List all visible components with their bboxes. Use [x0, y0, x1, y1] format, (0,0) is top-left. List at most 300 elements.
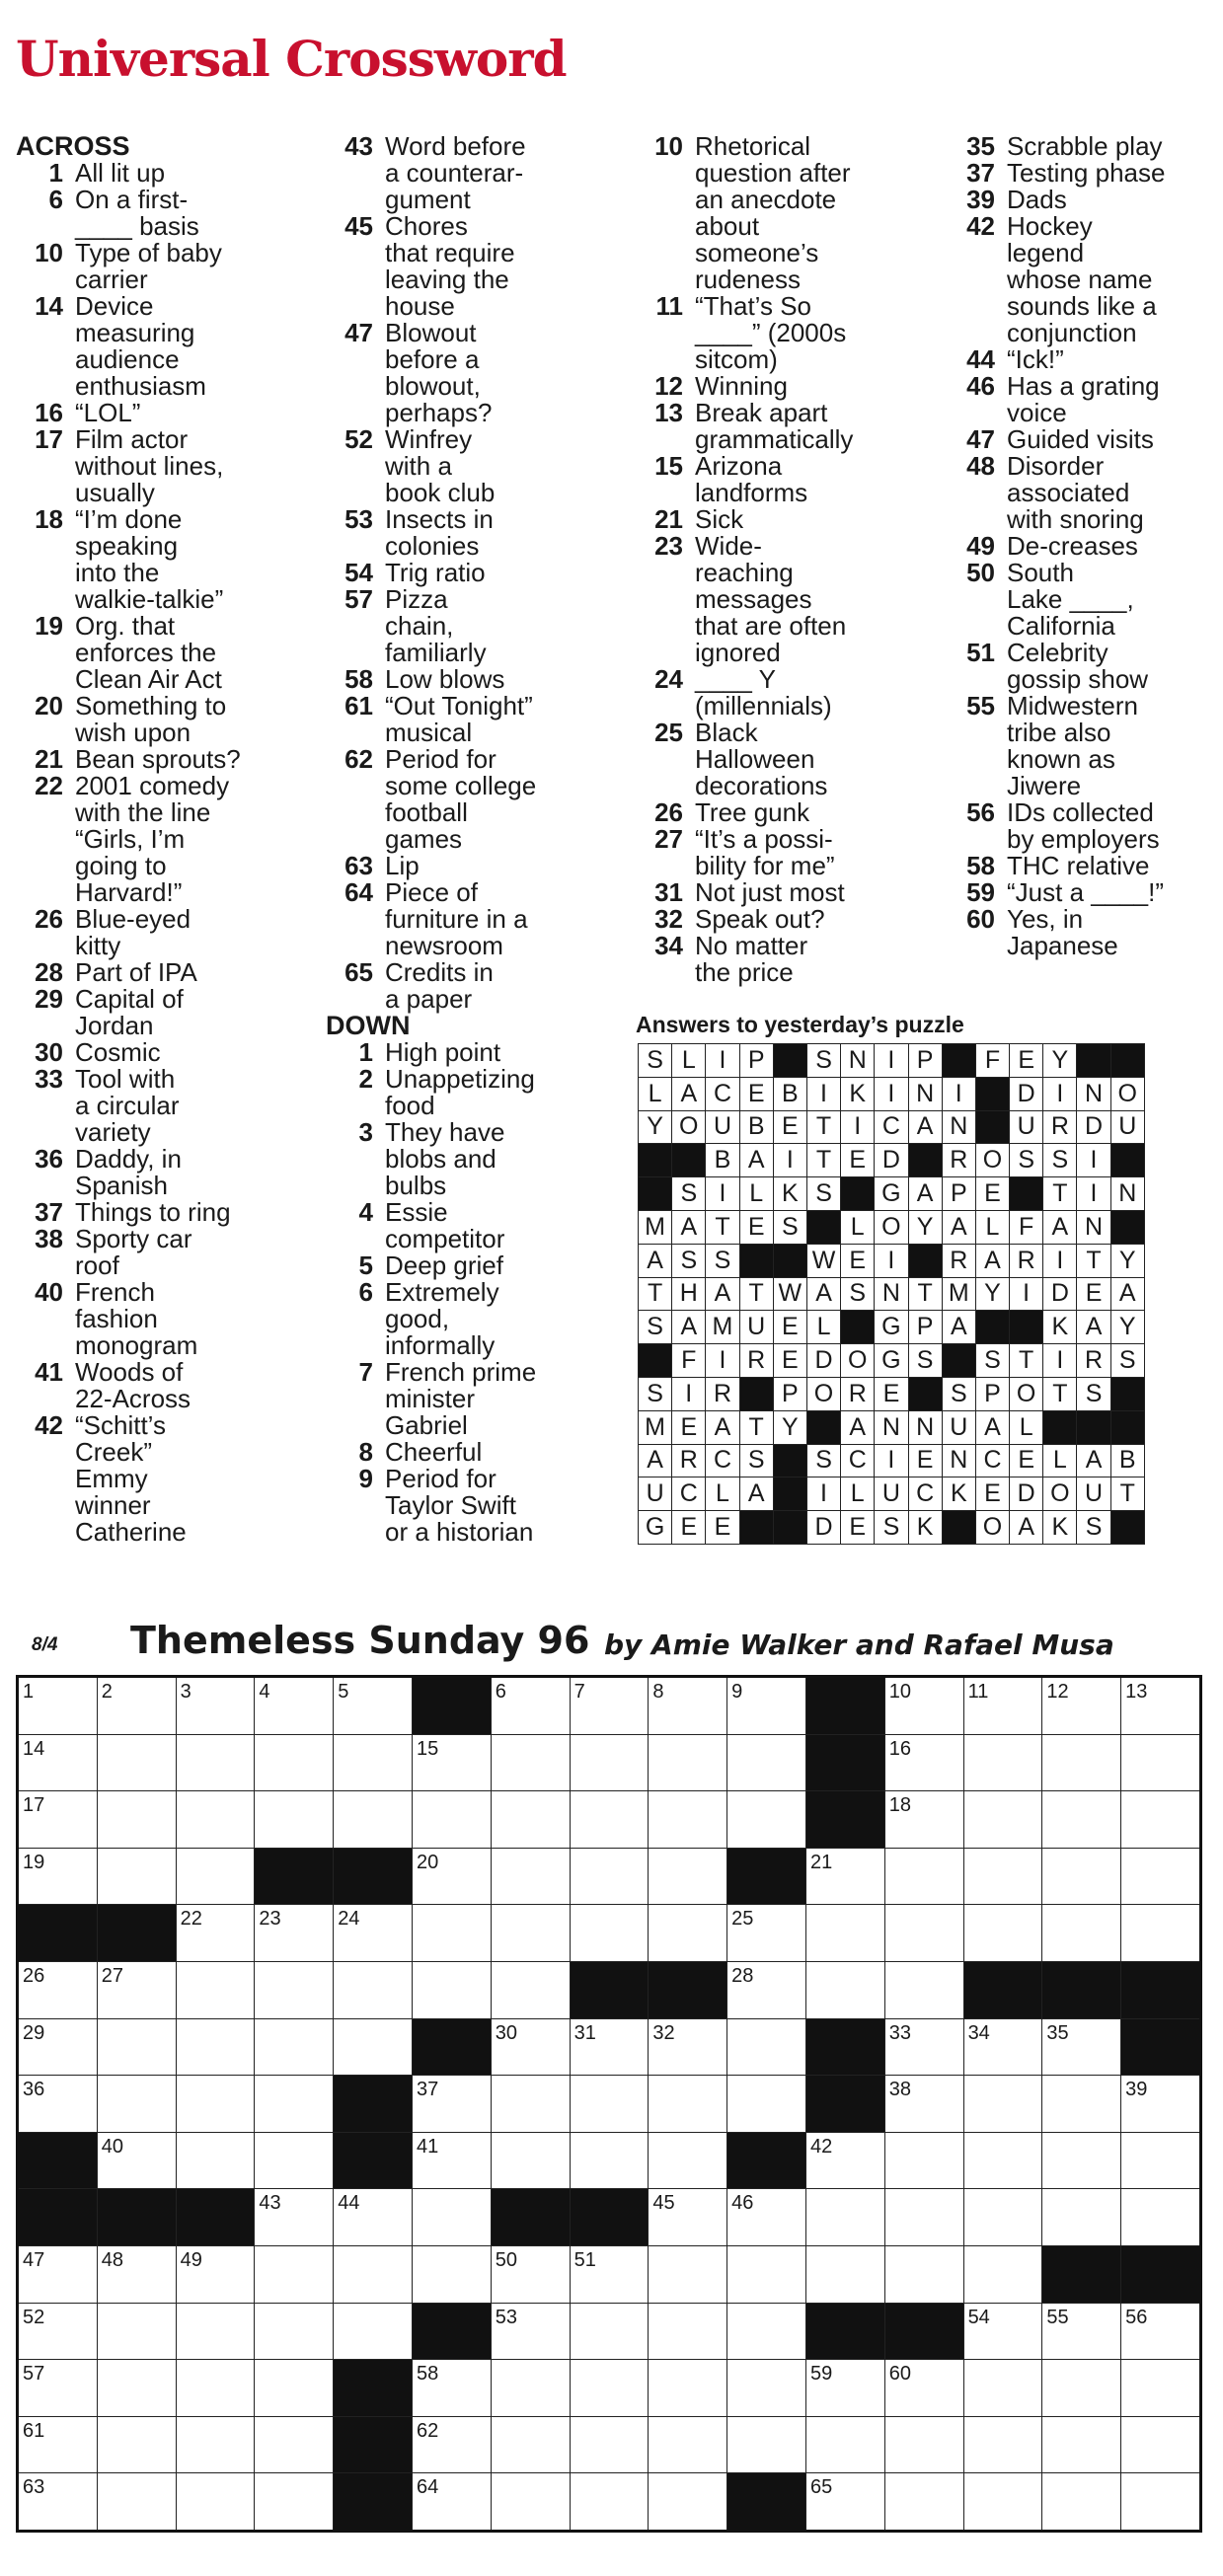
- grid-cell[interactable]: [97, 2018, 176, 2076]
- clue-item: [16, 773, 312, 906]
- grid-cell[interactable]: [727, 2303, 806, 2360]
- grid-cell[interactable]: [805, 2473, 884, 2532]
- answer-black-square: [1110, 1144, 1144, 1177]
- answer-cell: D: [1043, 1277, 1077, 1311]
- grid-cell[interactable]: [97, 1734, 176, 1791]
- grid-cell[interactable]: [963, 1848, 1042, 1905]
- clue-number: 51: [966, 638, 995, 667]
- grid-cell[interactable]: [412, 1791, 491, 1849]
- grid-cell[interactable]: [412, 1961, 491, 2018]
- grid-cell[interactable]: [963, 2018, 1042, 2076]
- grid-cell[interactable]: [491, 2076, 570, 2133]
- grid-cell[interactable]: [176, 2132, 255, 2189]
- grid-cell[interactable]: [570, 2473, 649, 2532]
- grid-cell[interactable]: [884, 1791, 963, 1849]
- grid-cell[interactable]: [1042, 2416, 1121, 2473]
- grid-cell[interactable]: [884, 1848, 963, 1905]
- grid-cell[interactable]: [649, 2245, 727, 2303]
- grid-cell[interactable]: [884, 2132, 963, 2189]
- cell-number: 35: [1046, 2021, 1069, 2044]
- grid-cell[interactable]: [1042, 2303, 1121, 2360]
- grid-cell[interactable]: [176, 1905, 255, 1962]
- cell-number: 36: [23, 2079, 45, 2101]
- cell-number: 4: [259, 1681, 270, 1703]
- grid-cell[interactable]: [176, 1848, 255, 1905]
- grid-cell[interactable]: [649, 2132, 727, 2189]
- clue-item: [326, 1119, 622, 1199]
- answer-cell: U: [875, 1477, 908, 1511]
- answer-cell: E: [672, 1511, 706, 1545]
- answer-cell: N: [875, 1410, 908, 1444]
- grid-cell[interactable]: [491, 1791, 570, 1849]
- answer-black-square: [1010, 1177, 1043, 1211]
- grid-cell[interactable]: [1042, 1905, 1121, 1962]
- cell-number: 22: [180, 1908, 202, 1931]
- answer-row: [639, 1377, 1145, 1410]
- grid-cell[interactable]: [570, 2416, 649, 2473]
- clue-number: 64: [344, 877, 373, 907]
- puzzle-title: Themeless Sunday 96: [130, 1619, 590, 1662]
- answer-cell: P: [975, 1377, 1009, 1410]
- grid-cell[interactable]: [18, 2076, 98, 2133]
- grid-cell[interactable]: [727, 2245, 806, 2303]
- grid-cell[interactable]: [334, 2189, 413, 2246]
- clue-number: 31: [654, 877, 683, 907]
- grid-cell[interactable]: [97, 2245, 176, 2303]
- cell-number: 47: [23, 2248, 45, 2271]
- grid-cell[interactable]: [805, 1848, 884, 1905]
- grid-cell[interactable]: [255, 2416, 334, 2473]
- grid-cell[interactable]: [255, 1961, 334, 2018]
- grid-cell[interactable]: [97, 2360, 176, 2417]
- grid-cell[interactable]: [805, 1905, 884, 1962]
- grid-cell[interactable]: [491, 1848, 570, 1905]
- grid-cell[interactable]: [884, 1961, 963, 2018]
- black-square: [805, 2018, 884, 2076]
- grid-cell[interactable]: [97, 2303, 176, 2360]
- answers-title: Answers to yesterday’s puzzle: [636, 1012, 964, 1037]
- grid-cell[interactable]: [805, 2416, 884, 2473]
- answer-cell: E: [739, 1077, 773, 1110]
- grid-cell[interactable]: [491, 1677, 570, 1735]
- grid-cell[interactable]: [491, 1961, 570, 2018]
- grid-cell[interactable]: [727, 2189, 806, 2246]
- grid-cell[interactable]: [255, 2189, 334, 2246]
- grid-cell[interactable]: [1042, 2189, 1121, 2246]
- cell-number: 43: [259, 2192, 281, 2215]
- clue-item: [326, 560, 622, 586]
- grid-cell[interactable]: [963, 1791, 1042, 1849]
- grid-cell[interactable]: [176, 2416, 255, 2473]
- grid-cell[interactable]: [727, 2416, 806, 2473]
- grid-cell[interactable]: [1121, 1734, 1201, 1791]
- grid-cell[interactable]: [1121, 2076, 1201, 2133]
- answer-cell: O: [806, 1377, 840, 1410]
- grid-cell[interactable]: [649, 1848, 727, 1905]
- grid-cell[interactable]: [1042, 2132, 1121, 2189]
- clue-number: 21: [654, 504, 683, 534]
- clue-number: 5: [358, 1250, 373, 1280]
- grid-cell[interactable]: [727, 1905, 806, 1962]
- clue-item: [326, 693, 622, 746]
- grid-cell[interactable]: [176, 2360, 255, 2417]
- grid-cell[interactable]: [884, 2018, 963, 2076]
- answer-black-square: [975, 1077, 1009, 1110]
- grid-cell[interactable]: [884, 2245, 963, 2303]
- grid-cell[interactable]: [334, 1791, 413, 1849]
- grid-cell[interactable]: [649, 2360, 727, 2417]
- grid-cell[interactable]: [1121, 2132, 1201, 2189]
- answer-cell: R: [942, 1144, 975, 1177]
- answer-cell: K: [908, 1511, 942, 1545]
- grid-cell[interactable]: [255, 1905, 334, 1962]
- grid-cell[interactable]: [649, 2473, 727, 2532]
- black-square: [97, 1905, 176, 1962]
- grid-cell[interactable]: [176, 1734, 255, 1791]
- answer-black-square: [841, 1177, 875, 1211]
- grid-cell[interactable]: [884, 2360, 963, 2417]
- clue-item: [326, 1439, 622, 1466]
- grid-cell[interactable]: [176, 2018, 255, 2076]
- grid-cell[interactable]: [727, 1961, 806, 2018]
- grid-cell[interactable]: [649, 2018, 727, 2076]
- answer-cell: A: [639, 1244, 672, 1277]
- grid-cell[interactable]: [963, 2076, 1042, 2133]
- grid-cell[interactable]: [176, 1791, 255, 1849]
- answer-cell: S: [806, 1444, 840, 1477]
- grid-cell[interactable]: [570, 2018, 649, 2076]
- cell-number: 46: [731, 2192, 754, 2215]
- grid-cell[interactable]: [255, 1677, 334, 1735]
- answer-cell: A: [672, 1077, 706, 1110]
- clue-number: 42: [966, 211, 995, 241]
- answer-cell: A: [706, 1410, 739, 1444]
- clue-text: “LOL”: [75, 398, 141, 427]
- grid-cell[interactable]: [18, 1848, 98, 1905]
- grid-cell[interactable]: [176, 1961, 255, 2018]
- answer-cell: L: [841, 1477, 875, 1511]
- grid-cell[interactable]: [1042, 1734, 1121, 1791]
- answer-cell: S: [806, 1177, 840, 1211]
- answer-cell: A: [1077, 1311, 1110, 1344]
- grid-cell[interactable]: [97, 2076, 176, 2133]
- answer-cell: Y: [908, 1210, 942, 1244]
- answer-cell: O: [841, 1344, 875, 1378]
- grid-cell[interactable]: [1121, 1677, 1201, 1735]
- grid-cell[interactable]: [255, 2303, 334, 2360]
- grid-cell[interactable]: [491, 2018, 570, 2076]
- grid-cell[interactable]: [1121, 2473, 1201, 2532]
- grid-cell[interactable]: [1042, 1848, 1121, 1905]
- answer-cell: R: [841, 1377, 875, 1410]
- grid-cell[interactable]: [884, 1734, 963, 1791]
- answer-cell: R: [706, 1377, 739, 1410]
- grid-cell[interactable]: [412, 1905, 491, 1962]
- grid-cell[interactable]: [255, 2076, 334, 2133]
- grid-cell[interactable]: [649, 2416, 727, 2473]
- answer-cell: W: [806, 1244, 840, 1277]
- cell-number: 65: [809, 2476, 833, 2499]
- grid-cell[interactable]: [1121, 1848, 1201, 1905]
- grid-cell[interactable]: [412, 2189, 491, 2246]
- grid-cell[interactable]: [18, 1791, 98, 1849]
- clue-text: Rhetorical question after an anecdote about someone’s rudeness: [695, 131, 851, 294]
- grid-cell[interactable]: [334, 1905, 413, 1962]
- grid-cell[interactable]: [805, 2189, 884, 2246]
- grid-cell[interactable]: [963, 2245, 1042, 2303]
- grid-cell[interactable]: [491, 2360, 570, 2417]
- grid-cell[interactable]: [255, 2360, 334, 2417]
- grid-row: [18, 1677, 1201, 1735]
- clue-item: [636, 133, 932, 293]
- answer-cell: I: [1077, 1144, 1110, 1177]
- grid-cell[interactable]: [255, 1734, 334, 1791]
- grid-cell[interactable]: [963, 2360, 1042, 2417]
- grid-cell[interactable]: [255, 2245, 334, 2303]
- grid-cell[interactable]: [1121, 1905, 1201, 1962]
- clue-item: [326, 746, 622, 853]
- grid-cell[interactable]: [18, 2018, 98, 2076]
- clue-number: 57: [344, 584, 373, 614]
- grid-cell[interactable]: [334, 2245, 413, 2303]
- grid-cell[interactable]: [491, 1734, 570, 1791]
- black-square: [334, 2473, 413, 2532]
- cell-number: 17: [23, 1794, 45, 1817]
- grid-cell[interactable]: [97, 1848, 176, 1905]
- grid-cell[interactable]: [18, 2303, 98, 2360]
- grid-cell[interactable]: [649, 1905, 727, 1962]
- grid-cell[interactable]: [1121, 1791, 1201, 1849]
- clue-item: [16, 613, 312, 693]
- grid-cell[interactable]: [570, 2360, 649, 2417]
- grid-cell[interactable]: [255, 2018, 334, 2076]
- grid-cell[interactable]: [1042, 2018, 1121, 2076]
- grid-cell[interactable]: [570, 1905, 649, 1962]
- across-header: ACROSS: [16, 131, 130, 161]
- clue-text: Celebrity gossip show: [1007, 638, 1149, 694]
- grid-cell[interactable]: [491, 2473, 570, 2532]
- grid-cell[interactable]: [1042, 1791, 1121, 1849]
- black-square: [805, 1791, 884, 1849]
- clue-item: [16, 400, 312, 426]
- clue-number: 34: [654, 931, 683, 960]
- grid-cell[interactable]: [18, 1677, 98, 1735]
- grid-cell[interactable]: [649, 1677, 727, 1735]
- grid-cell[interactable]: [18, 1734, 98, 1791]
- grid-cell[interactable]: [884, 1905, 963, 1962]
- black-square: [491, 2189, 570, 2246]
- answer-cell: N: [908, 1077, 942, 1110]
- grid-cell[interactable]: [412, 2473, 491, 2532]
- grid-cell[interactable]: [649, 2303, 727, 2360]
- grid-cell[interactable]: [412, 2360, 491, 2417]
- grid-cell[interactable]: [727, 2076, 806, 2133]
- grid-cell[interactable]: [963, 2303, 1042, 2360]
- answer-cell: S: [706, 1244, 739, 1277]
- grid-cell[interactable]: [334, 2303, 413, 2360]
- answer-row: [639, 1044, 1145, 1078]
- clue-text: ____ Y (millennials): [695, 664, 832, 720]
- grid-cell[interactable]: [805, 2245, 884, 2303]
- grid-cell[interactable]: [570, 1677, 649, 1735]
- grid-cell[interactable]: [649, 2076, 727, 2133]
- grid-cell[interactable]: [805, 2360, 884, 2417]
- grid-cell[interactable]: [570, 2245, 649, 2303]
- clue-item: [16, 906, 312, 959]
- clue-text: South Lake ____, California: [1007, 558, 1134, 641]
- clue-text: They have blobs and bulbs: [385, 1117, 505, 1200]
- answer-cell: A: [908, 1110, 942, 1144]
- grid-cell[interactable]: [97, 1961, 176, 2018]
- grid-cell[interactable]: [884, 2076, 963, 2133]
- answer-cell: B: [739, 1110, 773, 1144]
- answer-cell: I: [806, 1477, 840, 1511]
- answer-cell: T: [806, 1144, 840, 1177]
- answer-cell: T: [1010, 1344, 1043, 1378]
- grid-cell[interactable]: [334, 1961, 413, 2018]
- grid-cell[interactable]: [491, 1905, 570, 1962]
- grid-cell[interactable]: [570, 2303, 649, 2360]
- grid-cell[interactable]: [963, 1677, 1042, 1735]
- answer-cell: F: [975, 1044, 1009, 1078]
- grid-cell[interactable]: [1042, 2473, 1121, 2532]
- grid-cell[interactable]: [963, 1734, 1042, 1791]
- grid-cell[interactable]: [963, 1905, 1042, 1962]
- grid-cell[interactable]: [97, 1791, 176, 1849]
- grid-cell[interactable]: [412, 2245, 491, 2303]
- clue-item: [948, 213, 1223, 346]
- answer-cell: C: [975, 1444, 1009, 1477]
- answer-black-square: [1110, 1044, 1144, 1078]
- clue-number: 58: [966, 851, 995, 880]
- clue-text: Capital of Jordan: [75, 984, 184, 1040]
- answer-cell: S: [1077, 1377, 1110, 1410]
- grid-cell[interactable]: [570, 1734, 649, 1791]
- grid-cell[interactable]: [97, 2473, 176, 2532]
- answer-cell: L: [739, 1177, 773, 1211]
- clue-text: Testing phase: [1007, 158, 1166, 188]
- grid-cell[interactable]: [176, 2473, 255, 2532]
- clue-text: “Out Tonight” musical: [385, 691, 533, 747]
- grid-cell[interactable]: [805, 2132, 884, 2189]
- grid-cell[interactable]: [176, 2076, 255, 2133]
- grid-cell[interactable]: [727, 1791, 806, 1849]
- grid-cell[interactable]: [412, 1734, 491, 1791]
- clue-number: 21: [35, 744, 63, 774]
- grid-cell[interactable]: [1121, 2189, 1201, 2246]
- grid-cell[interactable]: [176, 2245, 255, 2303]
- grid-cell[interactable]: [1121, 2360, 1201, 2417]
- grid-cell[interactable]: [1042, 1677, 1121, 1735]
- answer-cell: I: [806, 1077, 840, 1110]
- grid-cell[interactable]: [18, 2245, 98, 2303]
- clue-text: Film actor without lines, usually: [75, 424, 224, 507]
- clue-number: 53: [344, 504, 373, 534]
- grid-cell[interactable]: [884, 2473, 963, 2532]
- grid-cell[interactable]: [491, 2245, 570, 2303]
- grid-cell[interactable]: [805, 1961, 884, 2018]
- answer-cell: T: [1110, 1477, 1144, 1511]
- grid-cell[interactable]: [963, 2416, 1042, 2473]
- grid-cell[interactable]: [255, 2132, 334, 2189]
- grid-cell[interactable]: [1121, 2416, 1201, 2473]
- cell-number: 63: [23, 2476, 45, 2499]
- grid-cell[interactable]: [412, 1848, 491, 1905]
- grid-cell[interactable]: [963, 2473, 1042, 2532]
- grid-cell[interactable]: [570, 2132, 649, 2189]
- grid-cell[interactable]: [884, 2416, 963, 2473]
- clue-text: “Ick!”: [1007, 344, 1064, 374]
- grid-cell[interactable]: [334, 1677, 413, 1735]
- grid-cell[interactable]: [412, 2076, 491, 2133]
- answer-cell: M: [706, 1311, 739, 1344]
- cell-number: 25: [731, 1908, 754, 1931]
- grid-cell[interactable]: [570, 1848, 649, 1905]
- grid-cell[interactable]: [727, 2018, 806, 2076]
- grid-cell[interactable]: [334, 2018, 413, 2076]
- grid-cell[interactable]: [884, 1677, 963, 1735]
- clue-item: [326, 879, 622, 959]
- clue-number: 62: [344, 744, 373, 774]
- clue-item: [16, 1226, 312, 1279]
- grid-cell[interactable]: [97, 1677, 176, 1735]
- grid-cell[interactable]: [255, 2473, 334, 2532]
- grid-cell[interactable]: [491, 2132, 570, 2189]
- cell-number: 19: [23, 1851, 45, 1873]
- grid-cell[interactable]: [255, 1791, 334, 1849]
- clue-text: Deep grief: [385, 1250, 503, 1280]
- grid-cell[interactable]: [963, 2189, 1042, 2246]
- grid-cell[interactable]: [963, 2132, 1042, 2189]
- clue-number: 18: [35, 504, 63, 534]
- answer-cell: I: [875, 1044, 908, 1078]
- grid-cell[interactable]: [18, 2416, 98, 2473]
- grid-cell[interactable]: [1121, 2303, 1201, 2360]
- grid-cell[interactable]: [334, 1734, 413, 1791]
- grid-cell[interactable]: [727, 2360, 806, 2417]
- grid-cell[interactable]: [97, 2132, 176, 2189]
- grid-cell[interactable]: [412, 2416, 491, 2473]
- grid-cell[interactable]: [18, 1961, 98, 2018]
- answer-cell: A: [806, 1277, 840, 1311]
- grid-cell[interactable]: [18, 2473, 98, 2532]
- grid-cell[interactable]: [412, 2132, 491, 2189]
- grid-cell[interactable]: [649, 2189, 727, 2246]
- grid-row: [18, 2360, 1201, 2417]
- grid-cell[interactable]: [884, 2189, 963, 2246]
- grid-cell[interactable]: [18, 2360, 98, 2417]
- grid-cell[interactable]: [491, 2303, 570, 2360]
- clue-item: [16, 1412, 312, 1546]
- grid-cell[interactable]: [1042, 2076, 1121, 2133]
- grid-cell[interactable]: [176, 1677, 255, 1735]
- grid-cell[interactable]: [727, 1677, 806, 1735]
- grid-cell[interactable]: [649, 1791, 727, 1849]
- clue-item: [636, 933, 932, 986]
- grid-cell[interactable]: [570, 1791, 649, 1849]
- answer-cell: D: [875, 1144, 908, 1177]
- grid-cell[interactable]: [727, 1734, 806, 1791]
- answer-cell: R: [942, 1244, 975, 1277]
- grid-cell[interactable]: [97, 2416, 176, 2473]
- grid-cell[interactable]: [649, 1734, 727, 1791]
- answer-cell: R: [1043, 1110, 1077, 1144]
- clue-text: THC relative: [1007, 851, 1150, 880]
- grid-cell[interactable]: [491, 2416, 570, 2473]
- grid-cell[interactable]: [176, 2303, 255, 2360]
- grid-cell[interactable]: [1042, 2360, 1121, 2417]
- grid-cell[interactable]: [570, 2076, 649, 2133]
